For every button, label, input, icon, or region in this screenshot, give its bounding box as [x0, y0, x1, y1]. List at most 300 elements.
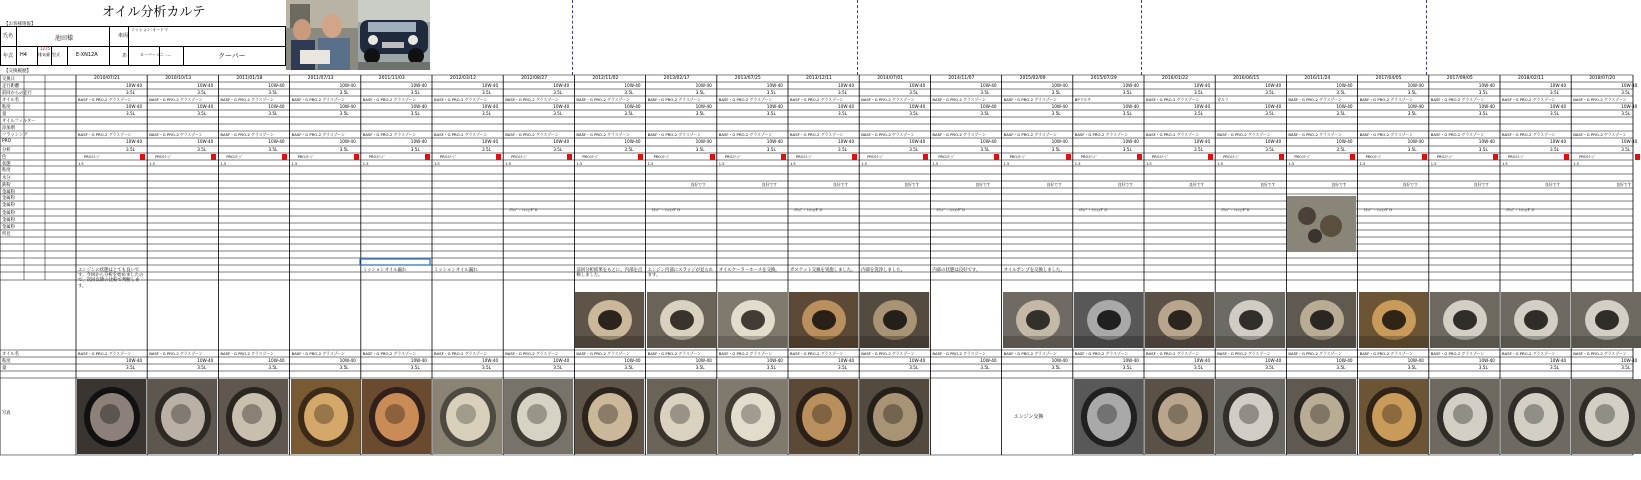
- inspection-photo: [1501, 292, 1570, 348]
- additive-cell: 10W-40: [197, 139, 214, 144]
- row-label: 粘度: [2, 105, 11, 110]
- check-cell: ｽﾗｯｼﾞ・ﾐｯｼｮﾝﾀﾞｽﾄ: [794, 208, 823, 212]
- inspection-photo: [575, 292, 644, 348]
- filter-cell: BASF・G PRO-2 グラスゾーン: [932, 132, 986, 137]
- name-label: 氏名: [3, 33, 14, 39]
- flushing-cell: 3.5L: [339, 147, 349, 152]
- car-value: ローバーミニ: [140, 52, 164, 57]
- mileage-cell: 10W-40: [482, 83, 499, 88]
- viscosity-cell: 10W-40: [1194, 104, 1211, 109]
- flushing-cell: 3.5L: [1407, 147, 1417, 152]
- pro-label-cell: PROｽﾃｰｼﾞ: [1365, 155, 1383, 159]
- filter-cell: BASF・G PRO-2 グラスゾーン: [718, 132, 773, 137]
- qty-cell-2: 3.5L: [838, 365, 847, 370]
- viscosity-cell-2: 10W-40: [1122, 358, 1139, 363]
- row-label: 粘度: [2, 359, 11, 364]
- row-label: 金属粉: [2, 190, 15, 195]
- interval-cell: 3.5L: [695, 90, 705, 95]
- mileage-cell: 10W-40: [268, 83, 285, 88]
- qty-cell: 3.5L: [410, 111, 420, 116]
- viscosity-cell: 10W-40: [624, 104, 641, 109]
- oil-name-cell-2: BASF・G PRO-2 グラスゾーン: [1003, 351, 1057, 356]
- flag-cell: 良好です: [1117, 182, 1133, 187]
- remark-cell: エンジン内部にスラッジが見られます。: [647, 268, 714, 279]
- date-cell: 2018/07/20: [1589, 76, 1616, 81]
- flushing-cell: 3.5L: [1051, 147, 1061, 152]
- status-flag: [710, 154, 715, 160]
- pro-value-cell: 1.5: [1359, 162, 1366, 166]
- pro-value-cell: 1.5: [291, 162, 298, 166]
- oil-name-cell: BASF・G PRO-2 グラスゾーン: [149, 97, 203, 102]
- viscosity-cell: 10W-40: [980, 104, 997, 109]
- viscosity-cell-2: 10W-40: [1336, 358, 1353, 363]
- flushing-cell: 3.5L: [909, 147, 919, 152]
- qty-cell-2: 3.5L: [980, 365, 990, 370]
- qty-cell: 3.5L: [1122, 111, 1132, 116]
- qty-cell-2: 3.5L: [339, 365, 349, 370]
- oil-name-cell: BASF・G PRO-2 グラスゾーン: [1502, 97, 1556, 102]
- additive-cell: 10W-40: [766, 139, 783, 144]
- additive-cell: 10W-40: [1336, 139, 1353, 144]
- filter-cell: BASF・G PRO-2 グラスゾーン: [1502, 132, 1556, 137]
- filter-cell: BASF・G PRO-2 グラスゾーン: [790, 132, 844, 137]
- oil-name-cell: BASF・G PRO-2 グラスゾーン: [1146, 97, 1200, 102]
- memo-value: ミッション:オートマ: [131, 27, 169, 32]
- row-label: 所見: [2, 232, 11, 237]
- pro-label-cell: PROｽﾃｰｼﾞ: [1223, 155, 1240, 159]
- row-label: 金属粉: [2, 218, 15, 223]
- filter-cell: BASF・G PRO-2 グラスゾーン: [576, 132, 630, 137]
- oil-name-cell-2: BASF・G PRO-2 グラスゾーン: [1430, 351, 1485, 356]
- oil-name-cell-2: BASF・G PRO-2 グラスゾーン: [1502, 351, 1556, 356]
- status-flag: [1422, 154, 1427, 160]
- flushing-cell: 3.5L: [1336, 147, 1346, 152]
- pro-label-cell: PROｽﾃｰｼﾞ: [511, 155, 528, 159]
- status-flag: [638, 154, 643, 160]
- viscosity-cell-2: 10W-40: [410, 358, 427, 363]
- remark-cell: 前回分析結果をもとに、内部を点検しました。: [576, 268, 643, 279]
- inspection-photo: [931, 292, 1000, 348]
- viscosity-cell: 10W-40: [695, 104, 712, 109]
- note-b: クーパー: [218, 52, 246, 60]
- oil-name-cell-2: BASF・G PRO-2 グラスゾーン: [291, 351, 345, 356]
- status-flag: [1208, 154, 1213, 160]
- status-flag: [425, 154, 430, 160]
- additive-cell: 10W-40: [126, 139, 143, 144]
- history-section-label: 【交換履歴】: [4, 69, 31, 74]
- pro-value-cell: 1.5: [362, 162, 369, 166]
- viscosity-cell-2: 10W-40: [766, 358, 783, 363]
- qty-cell-2: 3.5L: [482, 365, 491, 370]
- inspection-photo: [1003, 292, 1072, 348]
- filter-cell: BASF・G PRO-2 グラスゾーン: [362, 132, 417, 137]
- viscosity-cell-2: 10W-40: [1407, 358, 1424, 363]
- oil-name-cell: BASF・G PRO-2 グラスゾーン: [505, 97, 559, 102]
- mileage-cell: 10W-40: [980, 83, 997, 88]
- date-cell: 2017/09/05: [1446, 76, 1473, 81]
- pro-value-cell: 1.5: [1003, 162, 1010, 166]
- row-label: 走行距離: [2, 84, 20, 89]
- qty-cell: 3.5L: [1407, 111, 1417, 116]
- interval-cell: 3.5L: [624, 90, 634, 95]
- status-flag: [354, 154, 359, 160]
- oil-filter-photo: [1287, 379, 1356, 454]
- check-cell: ｽﾗｯｼﾞ・ﾐｯｼｮﾝﾀﾞｽﾄ: [651, 208, 681, 212]
- pro-label-cell: PROｽﾃｰｼﾞ: [724, 155, 742, 159]
- date-cell: 2014/11/07: [948, 76, 975, 81]
- qty-cell: 3.5L: [339, 111, 349, 116]
- status-flag: [567, 154, 572, 160]
- pro-value-cell: 1.5: [1430, 162, 1437, 166]
- oil-name-cell: ガルフ: [1217, 97, 1229, 102]
- oil-name-cell-2: BASF・G PRO-2 グラスゾーン: [790, 351, 844, 356]
- oil-filter-photo: [575, 379, 644, 454]
- pro-value-cell: 1.5: [1502, 162, 1508, 166]
- filter-cell: BASF・G PRO-2 グラスゾーン: [505, 132, 559, 137]
- qty-cell-2: 3.5L: [1336, 365, 1346, 370]
- filter-cell: BASF・G PRO-2 グラスゾーン: [78, 132, 132, 137]
- remark-cell: 内部を洗浄しました。: [861, 268, 906, 273]
- additive-cell: 10W-40: [980, 139, 997, 144]
- qty-cell: 3.5L: [268, 111, 278, 116]
- pro-label-cell: PROｽﾃｰｼﾞ: [796, 155, 813, 159]
- viscosity-cell-2: 10W-40: [1265, 358, 1282, 363]
- pro-value-cell: 1.5: [1573, 162, 1579, 166]
- flag-cell: 良好です: [690, 182, 706, 187]
- year-value: H4: [20, 52, 27, 58]
- qty-cell: 3.5L: [766, 111, 776, 116]
- filter-cell: BASF・G PRO-2 グラスゾーン: [1074, 132, 1129, 137]
- pro-label-cell: PROｽﾃｰｼﾞ: [1294, 155, 1311, 159]
- viscosity-cell-2: 10W-40: [126, 358, 143, 363]
- pro-label-cell: PROｽﾃｰｼﾞ: [1152, 155, 1169, 159]
- row-label: 水分: [2, 176, 11, 181]
- interval-cell: 3.5L: [766, 90, 776, 95]
- remark-cell: ミッションオイル漏れ: [434, 268, 478, 273]
- viscosity-cell-2: 10W-40: [1194, 358, 1211, 363]
- remark-cell: エンジンの状態はとても良いです。今回から分析を始めましたので、次回以降の比較で判断します。: [78, 268, 144, 289]
- additive-cell: 10W-40: [1194, 139, 1211, 144]
- mileage-cell: 10W-40: [1621, 83, 1638, 88]
- filter-cell: BASF・G PRO-2 グラスゾーン: [220, 132, 274, 137]
- mileage-cell: 10W-40: [1051, 83, 1068, 88]
- status-flag: [994, 154, 999, 160]
- qty-cell: 3.5L: [1621, 111, 1631, 116]
- note-a: あ: [122, 53, 128, 59]
- qty-cell: 3.5L: [624, 111, 634, 116]
- date-cell: 2011/07/13: [307, 76, 334, 81]
- filter-cell: BASF・G PRO-2 グラスゾーン: [1359, 132, 1413, 137]
- viscosity-cell: 10W-40: [126, 104, 143, 109]
- qty-cell-2: 3.5L: [268, 365, 278, 370]
- check-cell: ｽﾗｯｼﾞ・ﾐｯｼｮﾝﾀﾞｽﾄ: [936, 208, 966, 212]
- filter-cell: BASF・G PRO-2 グラスゾーン: [434, 132, 488, 137]
- status-flag: [1493, 154, 1498, 160]
- oil-name-cell: BASF・G PRO-2 グラスゾーン: [78, 97, 132, 102]
- mileage-cell: 10W-40: [1407, 83, 1424, 88]
- inspection-photo: [1074, 292, 1143, 348]
- additive-cell: 10W-40: [695, 139, 712, 144]
- oil-name-cell: BASF・G PRO-2 グラスゾーン: [1003, 97, 1057, 102]
- oil-filter-photo: [1430, 379, 1499, 454]
- interval-cell: 3.5L: [980, 90, 990, 95]
- pro-value-cell: 1.5: [505, 162, 511, 166]
- interval-cell: 3.5L: [482, 90, 491, 95]
- interval-cell: 3.5L: [1621, 90, 1631, 95]
- qty-cell: 3.5L: [909, 111, 919, 116]
- interval-cell: 3.5L: [553, 90, 563, 95]
- date-cell: 2010/07/21: [94, 76, 120, 81]
- remark-cell: オイルポンプを交換しました。: [1003, 268, 1065, 273]
- qty-cell-2: 3.5L: [624, 365, 634, 370]
- qty-cell-2: 3.5L: [1194, 365, 1203, 370]
- interval-cell: 3.5L: [126, 90, 135, 95]
- date-cell: 2012/08/27: [521, 76, 548, 81]
- pro-value-cell: 1.5: [576, 162, 583, 166]
- flushing-cell: 3.5L: [695, 147, 705, 152]
- row-label: オイル名: [2, 352, 19, 357]
- check-cell: ｽﾗｯｼﾞ・ﾐｯｼｮﾝﾀﾞｽﾄ: [1078, 208, 1108, 212]
- date-cell: 2013/02/17: [663, 76, 690, 81]
- qty-cell-2: 3.5L: [553, 365, 563, 370]
- row-label: 量: [2, 112, 7, 117]
- viscosity-cell: 10W-40: [339, 104, 356, 109]
- viscosity-cell: 10W-40: [268, 104, 285, 109]
- oil-name-cell: BASF・G PRO-2 グラスゾーン: [790, 97, 844, 102]
- oil-filter-photo: [362, 379, 431, 454]
- row-label: 粘度: [2, 168, 11, 173]
- displacement-value: 1275: [40, 46, 51, 51]
- name-value: 池田様: [55, 35, 74, 42]
- interval-cell: 3.5L: [1122, 90, 1132, 95]
- pro-value-cell: 1.5: [1146, 162, 1152, 166]
- date-cell: 2013/12/11: [806, 76, 832, 81]
- status-flag: [140, 154, 145, 160]
- additive-cell: 10W-40: [553, 139, 570, 144]
- mileage-cell: 10W-40: [126, 83, 143, 88]
- filter-cell: BASF・G PRO-2 グラスゾーン: [1430, 132, 1485, 137]
- interval-cell: 3.5L: [410, 90, 420, 95]
- oil-filter-photo: [1145, 379, 1214, 454]
- oil-name-cell: BASF・G PRO-2 グラスゾーン: [718, 97, 773, 102]
- qty-cell: 3.5L: [1478, 111, 1488, 116]
- row-label: 前回からの走行: [2, 91, 33, 96]
- flag-cell: 良好です: [761, 182, 777, 187]
- interval-cell: 3.5L: [909, 90, 919, 95]
- oil-filter-photo: [77, 379, 146, 454]
- qty-cell-2: 3.5L: [1122, 365, 1132, 370]
- oil-name-cell: BASF・G PRO-2 グラスゾーン: [647, 97, 701, 102]
- viscosity-cell-2: 10W-40: [909, 358, 926, 363]
- pro-value-cell: 1.5: [932, 162, 939, 166]
- flushing-cell: 3.5L: [268, 147, 278, 152]
- engine-label: 型式: [52, 52, 60, 57]
- additive-cell: 10W-40: [1122, 139, 1139, 144]
- date-cell: 2017/04/05: [1375, 76, 1402, 81]
- oil-filter-photo: [860, 379, 929, 454]
- pro-label-cell: PROｽﾃｰｼﾞ: [297, 155, 315, 159]
- pro-label-cell: PROｽﾃｰｼﾞ: [155, 155, 172, 159]
- flag-cell: 良好です: [1473, 182, 1489, 187]
- row-label: 添加剤: [2, 126, 15, 131]
- inspection-photo: [647, 292, 716, 348]
- additive-cell: 10W-40: [624, 139, 641, 144]
- date-cell: 2018/02/11: [1518, 76, 1544, 81]
- status-flag: [1564, 154, 1569, 160]
- qty-cell-2: 3.5L: [410, 365, 420, 370]
- filter-cell: BASF・G PRO-2 グラスゾーン: [1217, 132, 1271, 137]
- status-flag: [496, 154, 501, 160]
- interval-cell: 3.5L: [339, 90, 349, 95]
- viscosity-cell: 10W-40: [1478, 104, 1495, 109]
- pro-label-cell: PROｽﾃｰｼﾞ: [440, 155, 457, 159]
- interval-cell: 3.5L: [1407, 90, 1417, 95]
- pro-label-cell: PROｽﾃｰｼﾞ: [653, 155, 671, 159]
- oil-name-cell-2: BASF・G PRO-2 グラスゾーン: [647, 351, 701, 356]
- inspection-photo: [718, 292, 787, 348]
- additive-cell: 10W-40: [339, 139, 356, 144]
- additive-cell: 10W-40: [268, 139, 285, 144]
- oil-filter-photo: [1216, 379, 1285, 454]
- additive-cell: 10W-40: [410, 139, 427, 144]
- mileage-cell: 10W-40: [197, 83, 214, 88]
- filter-cell: BASF・G PRO-2 グラスゾーン: [1146, 132, 1200, 137]
- flushing-cell: 3.5L: [1265, 147, 1275, 152]
- status-flag: [211, 154, 216, 160]
- flag-cell: 良好です: [1046, 182, 1062, 187]
- qty-cell-2: 3.5L: [695, 365, 705, 370]
- filter-cell: BASF・G PRO-2 グラスゾーン: [291, 132, 345, 137]
- qty-cell-2: 3.5L: [1051, 365, 1061, 370]
- additive-cell: 10W-40: [1550, 139, 1567, 144]
- filter-cell: BASF・G PRO-2 グラスゾーン: [149, 132, 203, 137]
- pro-value-cell: 1.5: [434, 162, 440, 166]
- interval-cell: 3.5L: [1550, 90, 1559, 95]
- pro-value-cell: 1.5: [1217, 162, 1223, 166]
- interval-cell: 3.5L: [1478, 90, 1488, 95]
- interval-cell: 3.5L: [197, 90, 207, 95]
- viscosity-cell-2: 10W-40: [1621, 358, 1638, 363]
- row-label: フラッシング: [2, 133, 28, 138]
- flag-cell: 良好です: [1260, 182, 1276, 187]
- pro-label-cell: PROｽﾃｰｼﾞ: [1436, 155, 1454, 159]
- oil-name-cell-2: BASF・G PRO-2 グラスゾーン: [220, 351, 274, 356]
- pro-label-cell: PROｽﾃｰｼﾞ: [1508, 155, 1525, 159]
- status-flag: [781, 154, 786, 160]
- oil-name-cell: BASF・G PRO-2 グラスゾーン: [291, 97, 345, 102]
- inspection-photo: [1145, 292, 1214, 348]
- oil-name-cell-2: BASF・G PRO-2 グラスゾーン: [932, 351, 986, 356]
- check-cell: ｽﾗｯｼﾞ・ﾐｯｼｮﾝﾀﾞｽﾄ: [1221, 208, 1250, 212]
- viscosity-cell: 10W-40: [1051, 104, 1068, 109]
- oil-name-cell: BASF・G PRO-2 グラスゾーン: [1288, 97, 1342, 102]
- mileage-cell: 10W-40: [1122, 83, 1139, 88]
- row-label: PRO: [2, 139, 11, 144]
- flushing-cell: 3.5L: [624, 147, 634, 152]
- oil-filter-photo: [718, 379, 787, 454]
- oil-filter-photo: [931, 379, 1000, 454]
- status-flag: [1350, 154, 1355, 160]
- row-label: 状態: [2, 162, 11, 167]
- oil-name-cell: BASF・G PRO-2 グラスゾーン: [861, 97, 915, 102]
- flushing-cell: 3.5L: [1621, 147, 1631, 152]
- oil-name-cell: BASF・G PRO-2 グラスゾーン: [932, 97, 986, 102]
- pro-label-cell: PROｽﾃｰｼﾞ: [582, 155, 599, 159]
- oil-name-cell: BASF・G PRO-2 グラスゾーン: [362, 97, 417, 102]
- year-label: 年式: [3, 53, 14, 59]
- additive-cell: 10W-40: [909, 139, 926, 144]
- qty-cell: 3.5L: [1051, 111, 1061, 116]
- mileage-cell: 10W-40: [1265, 83, 1282, 88]
- inspection-photo: [1359, 292, 1428, 348]
- date-cell: 2012/11/02: [592, 76, 619, 81]
- flag-cell: 良好です: [975, 182, 991, 187]
- mileage-cell: 10W-40: [1194, 83, 1211, 88]
- inspection-photo: [1430, 292, 1499, 348]
- inspection-photo: [1287, 196, 1356, 252]
- oil-name-cell: BASF・G PRO-2 グラスゾーン: [576, 97, 630, 102]
- mileage-cell: 10W-40: [624, 83, 641, 88]
- mileage-cell: 10W-40: [1550, 83, 1567, 88]
- filter-cell: BASF・G PRO-2 グラスゾーン: [647, 132, 701, 137]
- mileage-cell: 10W-40: [766, 83, 783, 88]
- date-cell: 2014/07/01: [877, 76, 904, 81]
- customer-section-label: 【お客様情報】: [4, 22, 36, 27]
- qty-cell-2: 3.5L: [766, 365, 776, 370]
- filter-cell: BASF・G PRO-2 グラスゾーン: [861, 132, 915, 137]
- pro-label-cell: PROｽﾃｰｼﾞ: [867, 155, 884, 159]
- pro-value-cell: 1.5: [790, 162, 796, 166]
- inspection-photo: [860, 292, 929, 348]
- oil-filter-photo: [1501, 379, 1570, 454]
- qty-cell-2: 3.5L: [197, 365, 207, 370]
- check-cell: ｽﾗｯｼﾞ・ﾐｯｼｮﾝﾀﾞｽﾄ: [1363, 208, 1393, 212]
- qty-cell-2: 3.5L: [1621, 365, 1631, 370]
- pro-label-cell: PROｽﾃｰｼﾞ: [1080, 155, 1098, 159]
- additive-cell: 10W-40: [1621, 139, 1638, 144]
- row-label: 金属粉: [2, 203, 15, 208]
- viscosity-cell-2: 10W-40: [980, 358, 997, 363]
- status-flag: [282, 154, 287, 160]
- viscosity-cell: 10W-40: [909, 104, 926, 109]
- date-cell: 2015/02/09: [1019, 76, 1046, 81]
- date-cell: 2011/01/18: [236, 76, 263, 81]
- oil-name-cell-2: BASF・G PRO-2 グラスゾーン: [78, 351, 132, 356]
- date-cell: 2010/10/13: [165, 76, 192, 81]
- status-flag: [1635, 154, 1640, 160]
- oil-filter-photo: [1359, 379, 1428, 454]
- flushing-cell: 3.5L: [766, 147, 776, 152]
- date-cell: 2012/03/12: [450, 76, 476, 81]
- mileage-cell: 10W-40: [410, 83, 427, 88]
- row-label: 鉄粉: [2, 183, 11, 188]
- pro-value-cell: 1.5: [861, 162, 867, 166]
- viscosity-cell-2: 10W-40: [695, 358, 712, 363]
- filter-cell: BASF・G PRO-2 グラスゾーン: [1573, 132, 1627, 137]
- status-flag: [852, 154, 857, 160]
- viscosity-cell-2: 10W-40: [482, 358, 499, 363]
- oil-name-cell-2: BASF・G PRO-2 グラスゾーン: [1573, 351, 1627, 356]
- date-cell: 2011/11/03: [378, 76, 405, 81]
- oil-name-cell-2: BASF・G PRO-2 グラスゾーン: [505, 351, 559, 356]
- viscosity-cell: 10W-40: [838, 104, 855, 109]
- oil-name-cell-2: BASF・G PRO-2 グラスゾーン: [362, 351, 417, 356]
- row-label: 分析: [2, 148, 11, 153]
- row-label: 金属粉: [2, 211, 15, 216]
- qty-cell: 3.5L: [1265, 111, 1275, 116]
- interval-cell: 3.5L: [268, 90, 278, 95]
- flag-cell: 良好です: [1331, 182, 1347, 187]
